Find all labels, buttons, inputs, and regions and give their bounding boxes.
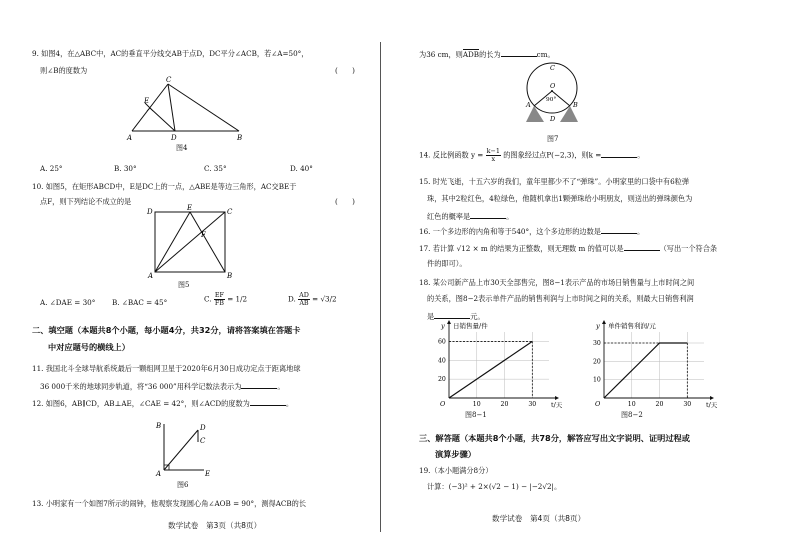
q9-option-d[interactable]: D. 40°: [290, 164, 313, 173]
q18-line3: 是 元。: [427, 312, 485, 321]
fig7-label-b: B: [573, 101, 578, 109]
page-4-footer: 数学试卷 第4页（共8页）: [492, 514, 586, 523]
fig5-label-e: E: [187, 204, 193, 212]
chart1-x-tick-1: 10: [472, 401, 481, 408]
q9-option-a[interactable]: A. 25°: [40, 164, 63, 173]
fig7-label-a: A: [526, 101, 531, 109]
q10-option-a[interactable]: A. ∠DAE = 30°: [40, 298, 96, 307]
q12-line: 12. 如图6，AB∥CD，AB⊥AE，∠CAE = 42°，则∠ACD的度数为 。: [32, 399, 294, 408]
q9-line1: 9. 如图4，在△ABC中，AC的垂直平分线交AB于点D，DC平分∠ACB，若∠A=50°，: [32, 49, 309, 58]
chart1-y-arrow: [447, 320, 451, 324]
section-2-heading-line2: 中对应题号的横线上）: [48, 342, 130, 352]
fig7-label-o: O: [550, 82, 556, 90]
exam-page-4: [397, 0, 794, 560]
q13-line2: 为36 cm，则ADB的长为 cm。: [419, 50, 555, 59]
q10-answer-paren[interactable]: ( ): [335, 197, 355, 206]
q13-answer-blank[interactable]: [501, 49, 537, 57]
fig4-label-c: C: [166, 76, 172, 84]
chart2-x-tick-2: 20: [655, 401, 664, 408]
q10-option-b[interactable]: B. ∠BAC = 45°: [112, 298, 168, 307]
chart2-y-label: y: [596, 322, 600, 330]
q10-option-d[interactable]: D. $\frac{AD}{AB}$ = √3/2: [288, 291, 337, 307]
q14-line: 14. 反比例函数 y = $\frac{k-1}{x}$ 的图象经过点P(−2,3)，则k = 。: [419, 147, 645, 163]
chart-8-2-caption: 图8−2: [621, 411, 643, 419]
q9-option-b[interactable]: B. 30°: [114, 164, 137, 173]
chart1-series-line: [449, 341, 532, 398]
fig5-label-f: F: [201, 231, 206, 239]
chart-8-2: [582, 318, 722, 413]
figure-4-caption: 图4: [176, 144, 188, 152]
q9-line2: 则∠B的度数为: [40, 66, 88, 75]
chart-8-1-caption: 图8−1: [465, 411, 487, 419]
section-3-heading-line1: 三、解答题（本题共8个小题，共78分，解答应写出文字说明、证明过程或: [419, 433, 690, 443]
section-2-heading-line1: 二、填空题（本题共8个小题，每小题4分，共32分，请将答案填在答题卡: [32, 325, 301, 335]
chart1-origin-label: O: [440, 400, 446, 408]
chart1-y-tick-2: 60: [438, 338, 446, 346]
page-divider: [380, 42, 381, 532]
q19-expression: 计算：(−3)² + 2×(√2 − 1) − |−2√2|。: [427, 482, 562, 491]
q18-line1: 18. 某公司新产品上市30天全部售完，图8−1表示产品的市场日销售量与上市时间之间: [419, 278, 695, 287]
chart2-x-tick-3: 30: [683, 401, 692, 408]
fig5-label-a: A: [148, 272, 154, 279]
chart2-y-arrow: [602, 320, 606, 324]
figure-6: [150, 418, 220, 480]
chart2-x-label: t/天: [706, 401, 718, 409]
figure-4: [115, 74, 265, 150]
fig7-label-d: D: [550, 115, 556, 123]
section-3-heading-line2: 演算步骤）: [435, 449, 476, 459]
figure-5-caption: 图5: [178, 281, 190, 289]
q19-title: 19.（本小题满分8分）: [419, 466, 493, 475]
fig6-label-c: C: [200, 437, 206, 445]
chart2-series-line: [604, 343, 687, 398]
q15-line1: 15. 时光飞逝，十五六岁的我们，童年里都少不了“弹珠”。小明家里的口袋中有6粒弹: [419, 177, 690, 186]
chart1-y-tick-0: 20: [438, 376, 446, 384]
figure-7-caption: 图7: [547, 135, 559, 143]
q14-answer-blank[interactable]: [601, 150, 637, 158]
fig5-label-d: D: [147, 208, 153, 216]
q13-line1: 13. 小明家有一个如图7所示的闹钟，他观察发现圆心角∠AOB = 90°，测得ACB的长: [32, 499, 307, 508]
fig6-label-a: A: [156, 470, 162, 478]
q16-line: 16. 一个多边形的内角和等于540°，这个多边形的边数是 。: [419, 227, 645, 236]
chart1-x-tick-3: 30: [528, 401, 537, 408]
chart2-x-tick-1: 10: [627, 401, 636, 408]
fig7-angle-label: 90°: [546, 97, 557, 103]
fig5-label-b: B: [227, 272, 233, 279]
q11-answer-blank[interactable]: [241, 381, 277, 389]
fig6-label-e: E: [205, 470, 211, 478]
chart2-y-tick-1: 20: [593, 358, 601, 366]
fig7-label-c: C: [550, 64, 555, 72]
chart1-x-label: t/天: [551, 401, 563, 409]
chart2-title: 单件销售利润/元: [608, 322, 656, 330]
q15-answer-blank[interactable]: [470, 211, 506, 219]
q17-line2: 件的即可）。: [427, 259, 467, 268]
chart1-y-label: y: [441, 322, 445, 330]
q12-answer-blank[interactable]: [250, 398, 286, 406]
chart1-title: 日销售量/件: [453, 322, 488, 330]
chart2-origin-label: O: [595, 400, 601, 408]
q11-line2: 36 000千米的地球同步轨道，将“36 000”用科学记数法表示为 。: [40, 382, 285, 391]
figure-6-caption: 图6: [177, 481, 189, 489]
fig4-label-a: A: [127, 134, 133, 142]
chart1-x-arrow: [555, 396, 559, 400]
fig6-label-d: D: [200, 424, 206, 432]
q15-line3: 红色的概率是 。: [427, 212, 514, 221]
chart2-x-arrow: [710, 396, 714, 400]
chart1-x-tick-2: 20: [500, 401, 509, 408]
chart2-y-tick-2: 30: [593, 340, 601, 347]
q10-option-c[interactable]: C. $\frac{EF}{FB}$ = 1/2: [204, 291, 248, 307]
fig5-label-c: C: [227, 208, 233, 216]
q9-answer-paren[interactable]: ( ): [335, 66, 355, 75]
fig4-label-e: E: [144, 97, 150, 105]
figure-7-clock: [524, 58, 580, 130]
q10-line2: 点F，则下列结论不成立的是: [40, 197, 132, 206]
q17-answer-blank[interactable]: [624, 243, 660, 251]
q11-line1: 11. 我国北斗全球导航系统最后一颗组网卫星于2020年6月30日成功定点于距离地球: [32, 364, 301, 373]
chart1-y-tick-1: 40: [438, 357, 446, 365]
q15-line2: 珠，其中2粒红色，4粒绿色，他随机拿出1颗弹珠给小明朋友，则送出的弹珠颜色为: [427, 194, 693, 203]
q16-answer-blank[interactable]: [601, 226, 637, 234]
figure-5: [145, 203, 235, 279]
page-3-footer: 数学试卷 第3页（共8页）: [168, 521, 262, 530]
q9-option-c[interactable]: C. 35°: [204, 164, 227, 173]
chart-8-1: [427, 318, 567, 413]
fig4-label-b: B: [237, 134, 243, 142]
q10-line1: 10. 如图5，在矩形ABCD中，E是DC上的一点，△ABE是等边三角形，AC交BE于: [32, 182, 297, 191]
q17-line1: 17. 若计算 √12 × m 的结果为正整数，则无理数 m 的值可以是 （写出一个符合条: [419, 244, 718, 253]
chart2-y-tick-0: 10: [593, 376, 601, 384]
fig4-label-d: D: [171, 134, 177, 142]
fig6-label-b: B: [156, 422, 162, 430]
q18-line2: 的关系，图8−2表示单件产品的销售利润与上市时间之间的关系，则最大日销售利润: [427, 294, 694, 303]
